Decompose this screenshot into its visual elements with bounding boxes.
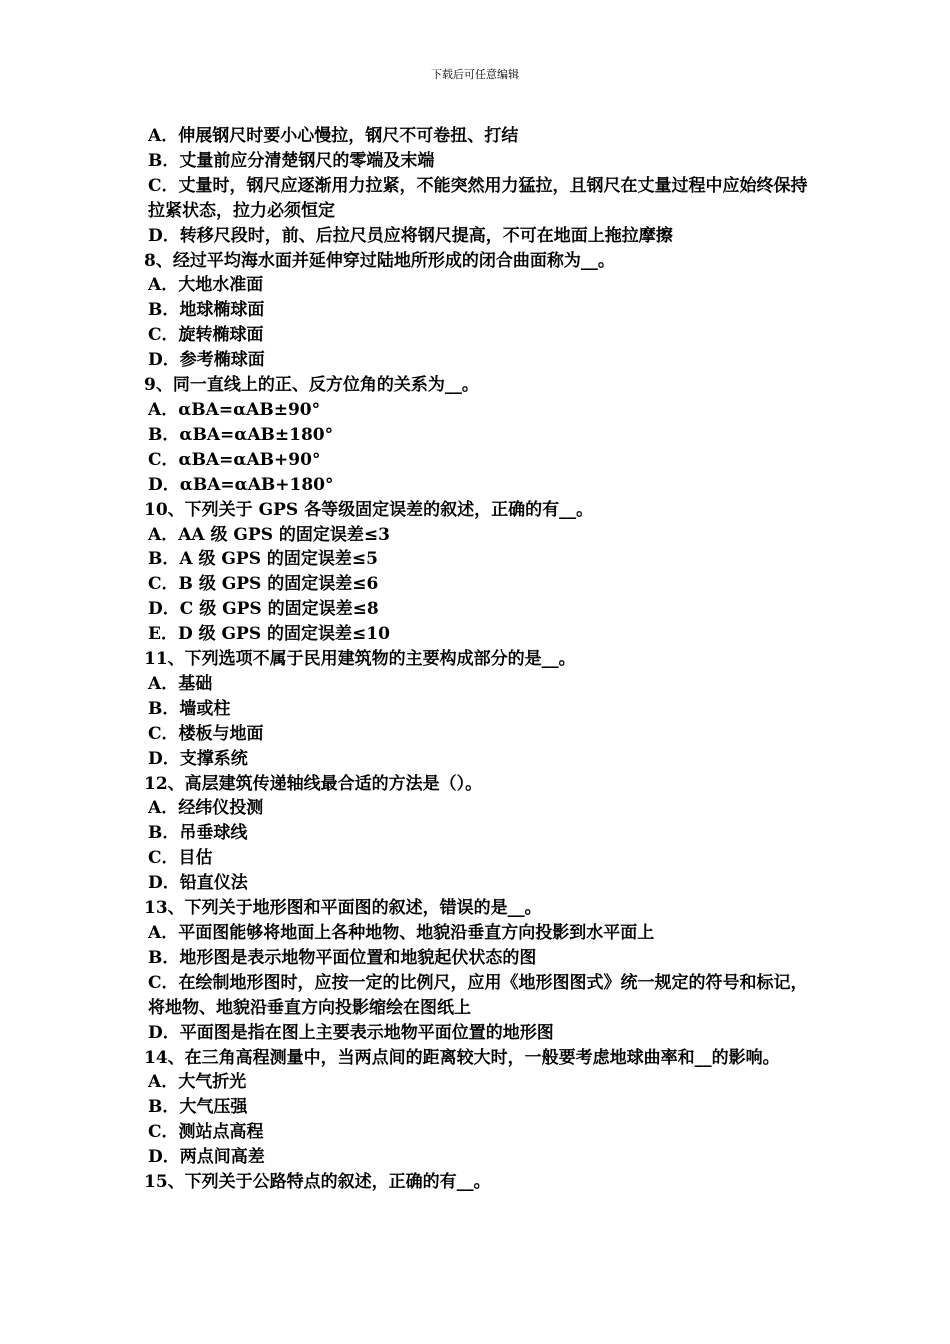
q14-option-a: A．大气折光 [148,1072,247,1093]
q14-option-c: C．测站点高程 [148,1122,264,1143]
q9-option-b: B．αBA=αAB±180° [148,424,334,445]
q13-option-b: B．地形图是表示地物平面位置和地貌起伏状态的图 [148,947,537,968]
q11-option-b: B．墙或柱 [148,698,231,719]
q15-stem: 15、下列关于公路特点的叙述，正确的有__。 [144,1172,491,1193]
q10-option-b: B．A 级 GPS 的固定误差≤5 [148,549,378,570]
q11-option-d: D．支撑系统 [148,748,248,769]
q14-option-b: B．大气压强 [148,1097,248,1118]
q14-stem: 14、在三角高程测量中，当两点间的距离较大时，一般要考虑地球曲率和__的影响。 [144,1047,780,1068]
q12-option-d: D．铅直仪法 [148,873,248,894]
q10-option-d: D．C 级 GPS 的固定误差≤8 [148,599,379,620]
q11-option-c: C．楼板与地面 [148,723,264,744]
q10-option-e: E．D 级 GPS 的固定误差≤10 [148,624,390,645]
q12-option-b: B．吊垂球线 [148,823,248,844]
q13-option-d: D．平面图是指在图上主要表示地物平面位置的地形图 [148,1022,554,1043]
q7-option-a: A．伸展钢尺时要小心慢拉，钢尺不可卷扭、打结 [148,126,519,146]
q7-option-b: B．丈量前应分清楚钢尺的零端及末端 [148,150,435,171]
document-body [144,124,812,1195]
q8-option-b: B．地球椭球面 [148,300,265,321]
q11-stem: 11、下列选项不属于民用建筑物的主要构成部分的是__。 [144,649,576,670]
q10-stem: 10、下列关于 GPS 各等级固定误差的叙述，正确的有__。 [144,499,594,520]
q7-option-d: D．转移尺段时，前、后拉尺员应将钢尺提高，不可在地面上拖拉摩擦 [148,225,673,246]
q8-option-c: C．旋转椭球面 [148,325,264,346]
q9-option-c: C．αBA=αAB+90° [148,449,321,470]
q10-option-a: A．AA 级 GPS 的固定误差≤3 [148,524,390,545]
q9-option-a: A．αBA=αAB±90° [148,399,321,420]
q8-option-a: A．大地水准面 [148,275,264,296]
q12-option-a: A．经纬仪投测 [148,798,264,819]
q8-stem: 8、经过平均海水面并延伸穿过陆地所形成的闭合曲面称为__。 [144,250,615,271]
q13-option-c: C．在绘制地形图时，应按一定的比例尺，应用《地形图图式》统一规定的符号和标记，将地物、地貌沿垂直方向投影缩绘在图纸上 [148,972,808,1018]
q12-stem: 12、高层建筑传递轴线最合适的方法是（）。 [144,773,483,794]
q14-option-d: D．两点间高差 [148,1147,265,1168]
q9-option-d: D．αBA=αAB+180° [148,474,334,495]
q13-stem: 13、下列关于地形图和平面图的叙述，错误的是__。 [144,898,542,919]
page-header: 下载后可任意编辑 [431,68,519,81]
q13-option-a: A．平面图能够将地面上各种地物、地貌沿垂直方向投影到水平面上 [148,923,655,943]
q12-option-c: C．目估 [148,848,213,869]
q8-option-d: D．参考椭球面 [148,350,265,371]
q9-stem: 9、同一直线上的正、反方位角的关系为__。 [144,375,479,396]
q10-option-c: C．B 级 GPS 的固定误差≤6 [148,574,379,595]
q11-option-a: A．基础 [148,673,213,694]
q7-option-c: C．丈量时，钢尺应逐渐用力拉紧，不能突然用力猛拉，且钢尺在丈量过程中应始终保持拉紧状态，拉力必须恒定 [148,175,808,221]
